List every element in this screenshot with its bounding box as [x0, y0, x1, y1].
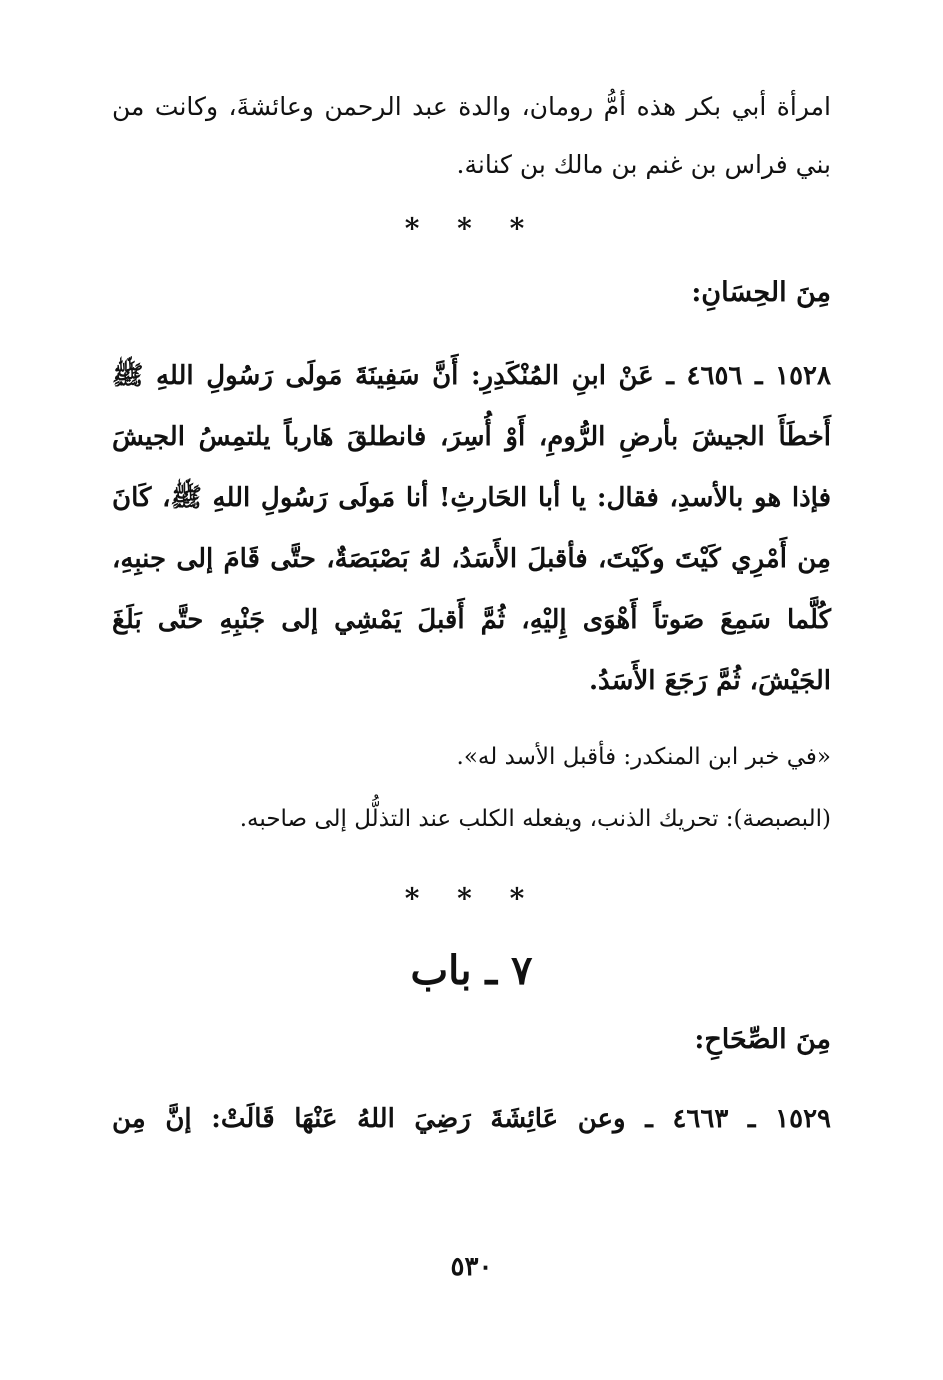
section-heading-sihah: مِنَ الصِّحَاحِ:	[694, 1024, 831, 1055]
intro-paragraph: امرأة أبي بكر هذه أمُّ رومان، والدة عبد الرحمن وعائشةَ، وكانت من بني فراس بن غنم بن مالك بن كنانة.	[112, 92, 831, 179]
section-separator: * * *	[404, 212, 539, 245]
section-separator: * * *	[404, 882, 539, 915]
hadith-1529: ١٥٢٩ ـ ٤٦٦٣ ـ وعن عَائِشَةَ رَضِيَ اللهُ عَنْهَا قَالَتْ: إنَّ مِن	[112, 1104, 831, 1134]
page-number: ٥٣٠	[450, 1252, 493, 1282]
section-heading-hisan: مِنَ الحِسَانِ:	[691, 277, 831, 308]
commentary-note: «في خبر ابن المنكدر: فأقبل الأسد له».	[456, 744, 831, 770]
chapter-title: ٧ ـ باب	[410, 947, 533, 994]
hadith-1528: ١٥٢٨ ـ ٤٦٥٦ ـ عَنْ ابنِ المُنْكَدِرِ: أَنَّ سَفِينَةَ مَولَى رَسُولِ اللهِ ﷺ أَخطَأَ الجيشَ بأرضِ الرُّومِ، أَوْ أُسِرَ، فانطلقَ هَارباً يلتمِسُ الجيشَ فإذا هو بالأسدِ، فقال: يا أبا الحَارثِ! أنا مَولَى رَسُولِ اللهِ ﷺ، كَانَ مِن أَمْرِي كَيْتَ وكَيْتَ، فأقبلَ الأَسَدُ، لهُ بَصْبَصَةٌ، حتَّى قَامَ إلى جنبِهِ، كُلَّما سَمِعَ صَوتاً أَهْوَى إِليْهِ، ثُمَّ أَقبلَ يَمْشِي إلى جَنْبِهِ حتَّى بَلَغَ الجَيْشَ، ثُمَّ رَجَعَ الأَسَدُ.	[112, 361, 831, 696]
definition-note: (البصبصة): تحريك الذنب، ويفعله الكلب عند التذلُّل إلى صاحبه.	[239, 806, 831, 832]
